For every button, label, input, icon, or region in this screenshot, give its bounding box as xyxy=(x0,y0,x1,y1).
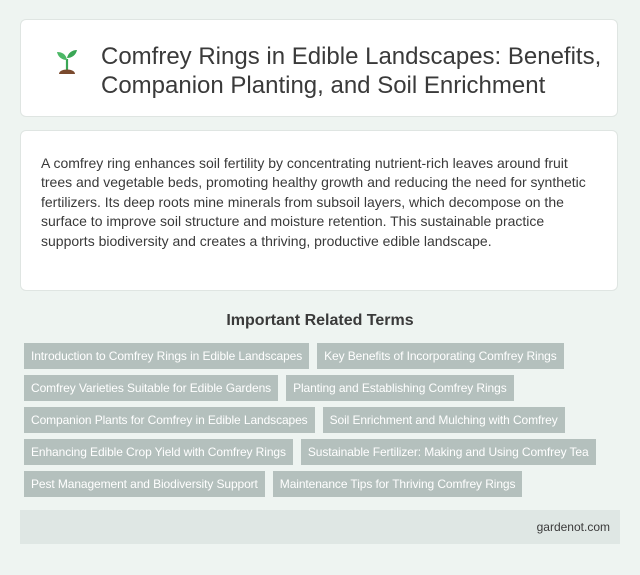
seedling-icon xyxy=(53,46,81,76)
term-tag[interactable]: Maintenance Tips for Thriving Comfrey Rings xyxy=(273,471,523,497)
term-tag[interactable]: Pest Management and Biodiversity Support xyxy=(24,471,265,497)
term-row xyxy=(20,375,620,401)
term-row xyxy=(20,439,620,465)
summary-text: A comfrey ring enhances soil fertility by concentrating nutrient-rich leaves around fruit trees and vegetable beds, promoting healthy growth and reducing the need for synthetic fertilizers. Its deep roots mine minerals from subsoil layers, which decompose on the surface to improve soil structure and moisture retention. This sustainable practice supports biodiversity and creates a thriving, productive edible landscape. xyxy=(41,155,586,249)
term-row xyxy=(20,343,620,369)
page-title: Comfrey Rings in Edible Landscapes: Benefits, Companion Planting, and Soil Enrichment xyxy=(101,43,602,99)
term-tag[interactable]: Companion Plants for Comfrey in Edible Landscapes xyxy=(24,407,315,433)
summary-card xyxy=(20,130,618,291)
term-tag[interactable]: Introduction to Comfrey Rings in Edible Landscapes xyxy=(24,343,309,369)
term-tag[interactable]: Planting and Establishing Comfrey Rings xyxy=(286,375,514,401)
term-tag[interactable]: Key Benefits of Incorporating Comfrey Rings xyxy=(317,343,563,369)
term-tag[interactable]: Comfrey Varieties Suitable for Edible Gardens xyxy=(24,375,278,401)
footer-site-link[interactable]: gardenot.com xyxy=(536,520,610,534)
term-tag[interactable]: Soil Enrichment and Mulching with Comfrey xyxy=(323,407,565,433)
term-tag[interactable]: Sustainable Fertilizer: Making and Using Comfrey Tea xyxy=(301,439,596,465)
term-tag[interactable]: Enhancing Edible Crop Yield with Comfrey Rings xyxy=(24,439,293,465)
term-row xyxy=(20,471,620,497)
footer xyxy=(20,510,620,544)
related-terms-list xyxy=(20,343,620,503)
header-card xyxy=(20,19,618,117)
term-row xyxy=(20,407,620,433)
related-terms-heading: Important Related Terms xyxy=(226,312,414,329)
